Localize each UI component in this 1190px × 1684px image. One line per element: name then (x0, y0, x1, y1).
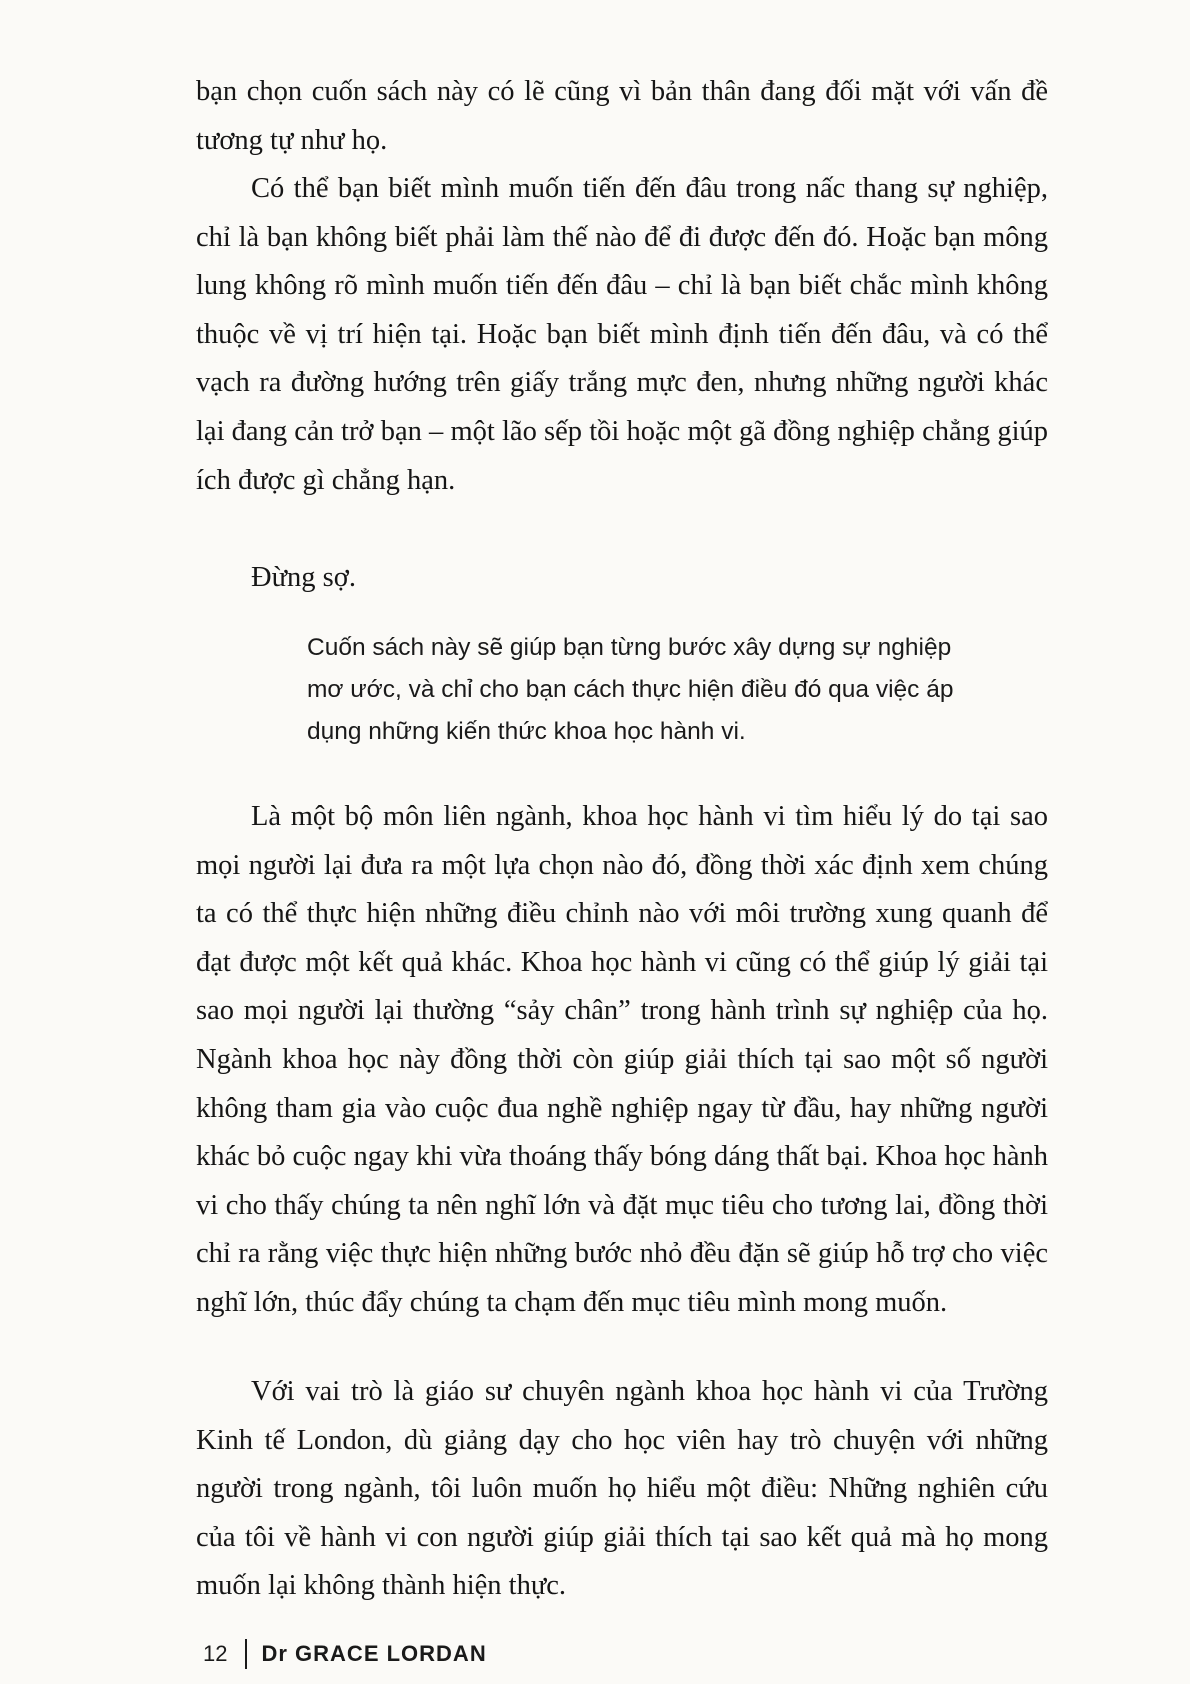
paragraph-behavioral-science: Là một bộ môn liên ngành, khoa học hành vi tìm hiểu lý do tại sao mọi người lại đưa ra một lựa chọn nào đó, đồng thời xác định xem chúng ta có thể thực hiện những điều chỉnh nào với môi trường xung quanh để đạt được một kết quả khác. Khoa học hành vi cũng có thể giúp lý giải tại sao mọi người lại thường “sảy chân” trong hành trình sự nghiệp của họ. Ngành khoa học này đồng thời còn giúp giải thích tại sao một số người không tham gia vào cuộc đua nghề nghiệp ngay từ đầu, hay những người khác bỏ cuộc ngay khi vừa thoáng thấy bóng dáng thất bại. Khoa học hành vi cho thấy chúng ta nên nghĩ lớn và đặt mục tiêu cho tương lai, đồng thời chỉ ra rằng việc thực hiện những bước nhỏ đều đặn sẽ giúp hỗ trợ cho việc nghĩ lớn, thúc đẩy chúng ta chạm đến mục tiêu mình mong muốn. (196, 801, 1049, 1318)
pull-quote: Cuốn sách này sẽ giúp bạn từng bước xây dựng sự nghiệp mơ ước, và chỉ cho bạn cách thực hiện điều đó qua việc áp dụng những kiến thức khoa học hành vi. (307, 634, 954, 745)
page-number: 12 (203, 1641, 228, 1666)
paragraph-author-role: Với vai trò là giáo sư chuyên ngành khoa học hành vi của Trường Kinh tế London, dù giảng dạy cho học viên hay trò chuyện với những người trong ngành, tôi luôn muốn họ hiểu một điều: Những nghiên cứu của tôi về hành vi con người giúp giải thích tại sao kết quả mà họ mong muốn lại không thành hiện thực. (196, 1376, 1048, 1602)
paragraph-continuation: bạn chọn cuốn sách này có lẽ cũng vì bản thân đang đối mặt với vấn đề tương tự như họ. (196, 76, 1048, 156)
paragraph-career-uncertainty: Có thể bạn biết mình muốn tiến đến đâu trong nấc thang sự nghiệp, chỉ là bạn không biết phải làm thế nào để đi được đến đó. Hoặc bạn mông lung không rõ mình muốn tiến đến đâu – chỉ là bạn biết chắc mình không thuộc về vị trí hiện tại. Hoặc bạn biết mình định tiến đến đâu, và có thể vạch ra đường hướng trên giấy trắng mực đen, nhưng những người khác lại đang cản trở bạn – một lão sếp tồi hoặc một gã đồng nghiệp chẳng giúp ích được gì chẳng hạn. (196, 173, 1048, 496)
page-footer (203, 1636, 487, 1672)
paragraph-dont-fear: Đừng sợ. (251, 562, 356, 593)
author-name: Dr GRACE LORDAN (261, 1641, 487, 1666)
footer-divider (245, 1639, 247, 1669)
